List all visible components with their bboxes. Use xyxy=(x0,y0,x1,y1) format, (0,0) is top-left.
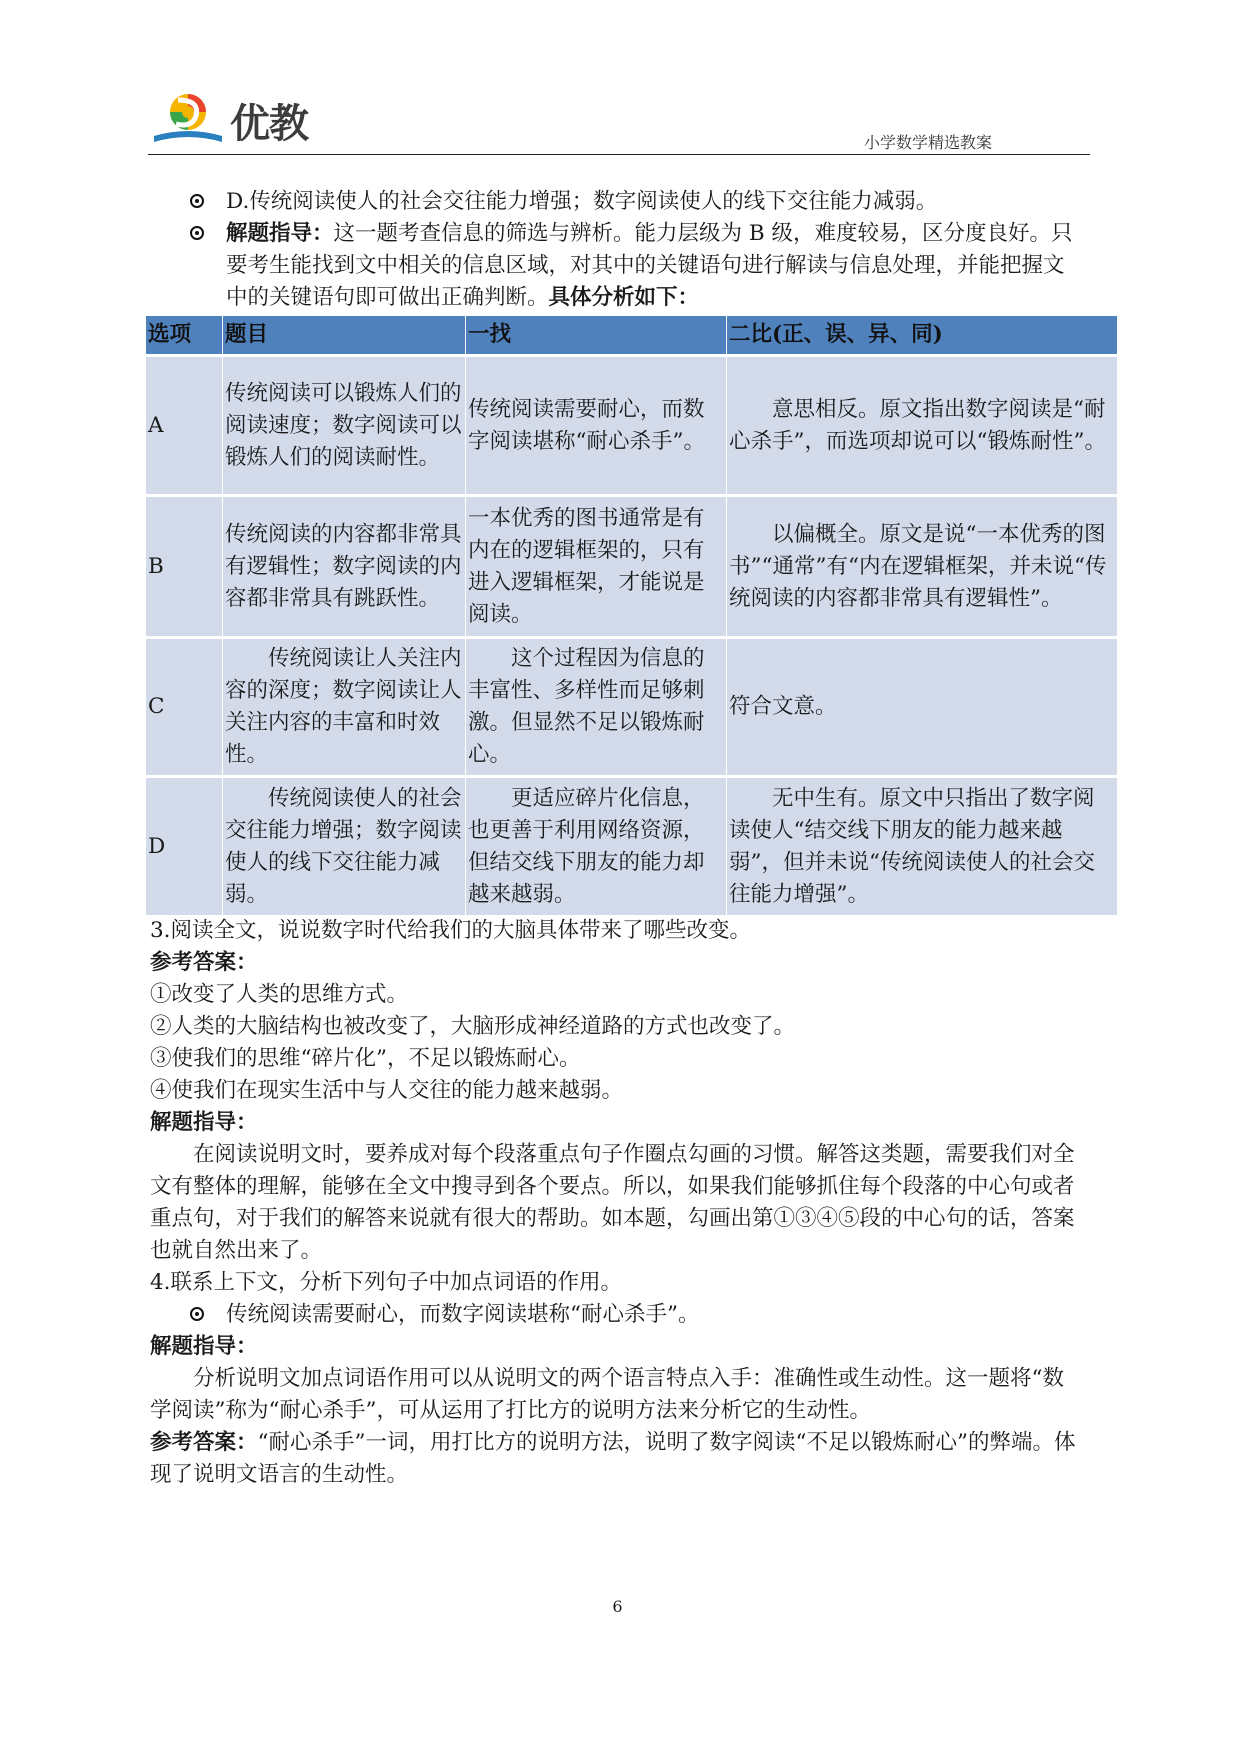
header-divider xyxy=(148,154,1090,155)
cell-compare: 意思相反。原文指出数字阅读是“耐心杀手”，而选项却说可以“锻炼耐性”。 xyxy=(727,354,1118,494)
q3-answer-2: ②人类的大脑结构也被改变了，大脑形成神经道路的方式也改变了。 xyxy=(150,1014,796,1039)
header-subtitle: 小学数学精选教案 xyxy=(864,133,993,152)
cell-compare: 符合文意。 xyxy=(727,636,1118,775)
table-row xyxy=(146,354,1118,494)
option-d-bullet xyxy=(150,186,1080,218)
header-question: 题目 xyxy=(223,316,466,354)
cell-option: C xyxy=(146,636,223,775)
guide-text: 这一题考查信息的筛选与辨析。能力层级为 B 级，难度较易，区分度良好。只要考生能找到文中相关的信息区域，对其中的关键语句进行解读与信息处理，并能把握文中的关键语句即可做出正确判断。 xyxy=(226,221,1073,310)
q3-answer-4: ④使我们在现实生活中与人交往的能力越来越弱。 xyxy=(150,1078,624,1103)
q3-answer-3: ③使我们的思维“碎片化”，不足以锻炼耐心。 xyxy=(150,1046,581,1071)
cell-question: 传统阅读的内容都非常具有逻辑性；数字阅读的内容都非常具有跳跃性。 xyxy=(223,494,466,636)
table-row xyxy=(146,775,1118,915)
guide-label: 解题指导： xyxy=(226,221,334,246)
cell-question: 传统阅读让人关注内容的深度；数字阅读让人关注内容的丰富和时效性。 xyxy=(223,636,466,775)
guide-bullet xyxy=(150,218,1080,314)
q3-answer-1: ①改变了人类的思维方式。 xyxy=(150,982,409,1007)
logo-text: 优教 xyxy=(230,101,308,147)
cell-find: 传统阅读需要耐心，而数字阅读堪称“耐心杀手”。 xyxy=(466,354,727,494)
cell-question: 传统阅读使人的社会交往能力增强；数字阅读使人的线下交往能力减弱。 xyxy=(223,775,466,915)
cell-question: 传统阅读可以锻炼人们的阅读速度；数字阅读可以锻炼人们的阅读耐性。 xyxy=(223,354,466,494)
page-content xyxy=(148,186,1107,1491)
q4-bullet-text: 传统阅读需要耐心，而数字阅读堪称“耐心杀手”。 xyxy=(226,1302,700,1327)
q3-guide-label: 解题指导： xyxy=(150,1110,258,1135)
header-option: 选项 xyxy=(146,316,223,354)
q3-guide-text: 在阅读说明文时，要养成对每个段落重点句子作圈点勾画的习惯。解答这类题，需要我们对全文有整体的理解，能够在全文中搜寻到各个要点。所以，如果我们能够抓住每个段落的中心句或者重点句，对于我们的解答来说就有很大的帮助。如本题，勾画出第①③④⑤段的中心句的话，答案也就自然出来了。 xyxy=(150,1142,1075,1263)
q4-question: 4.联系上下文，分析下列句子中加点词语的作用。 xyxy=(150,1270,623,1295)
table-header-row xyxy=(146,316,1118,354)
q3-answer-label: 参考答案： xyxy=(150,950,258,975)
q4-bullet xyxy=(150,1299,1080,1331)
cell-compare: 无中生有。原文中只指出了数字阅读使人“结交线下朋友的能力越来越弱”，但并未说“传统阅读使人的社会交往能力增强”。 xyxy=(727,775,1118,915)
cell-find: 一本优秀的图书通常是有内在的逻辑框架的，只有进入逻辑框架，才能说是阅读。 xyxy=(466,494,727,636)
cell-option: D xyxy=(146,775,223,915)
cell-option: B xyxy=(146,494,223,636)
table-row xyxy=(146,494,1118,636)
q4-guide-text: 分析说明文加点词语作用可以从说明文的两个语言特点入手：准确性或生动性。这一题将“数学阅读”称为“耐心杀手”，可从运用了打比方的说明方法来分析它的生动性。 xyxy=(150,1366,1064,1423)
cell-option: A xyxy=(146,354,223,494)
q4-answer-label: 参考答案： xyxy=(150,1430,258,1455)
q3-question: 3.阅读全文，说说数字时代给我们的大脑具体带来了哪些改变。 xyxy=(150,918,752,943)
analysis-table xyxy=(146,316,1118,915)
page-number: 6 xyxy=(612,1597,623,1616)
cell-find: 这个过程因为信息的丰富性、多样性而足够刺激。但显然不足以锻炼耐心。 xyxy=(466,636,727,775)
header-compare: 二比(正、误、异、同) xyxy=(727,316,1118,354)
q4-guide-label: 解题指导： xyxy=(150,1334,258,1359)
header-find: 一找 xyxy=(466,316,727,354)
option-d-text: D.传统阅读使人的社会交往能力增强；数字阅读使人的线下交往能力减弱。 xyxy=(226,189,938,214)
bullet-circle-icon xyxy=(190,1307,204,1321)
bullet-circle-icon xyxy=(190,194,204,208)
table-row xyxy=(146,636,1118,775)
cell-find: 更适应碎片化信息，也更善于利用网络资源，但结交线下朋友的能力却越来越弱。 xyxy=(466,775,727,915)
q4-answer-text: “耐心杀手”一词，用打比方的说明方法，说明了数字阅读“不足以锻炼耐心”的弊端。体现了说明文语言的生动性。 xyxy=(150,1430,1076,1487)
bullet-circle-icon xyxy=(190,226,204,240)
cell-compare: 以偏概全。原文是说“一本优秀的图书”“通常”有“内在逻辑框架，并未说“传统阅读的内容都非常具有逻辑性”。 xyxy=(727,494,1118,636)
q4-answer xyxy=(150,1427,1080,1491)
guide-tail: 具体分析如下： xyxy=(548,285,700,310)
